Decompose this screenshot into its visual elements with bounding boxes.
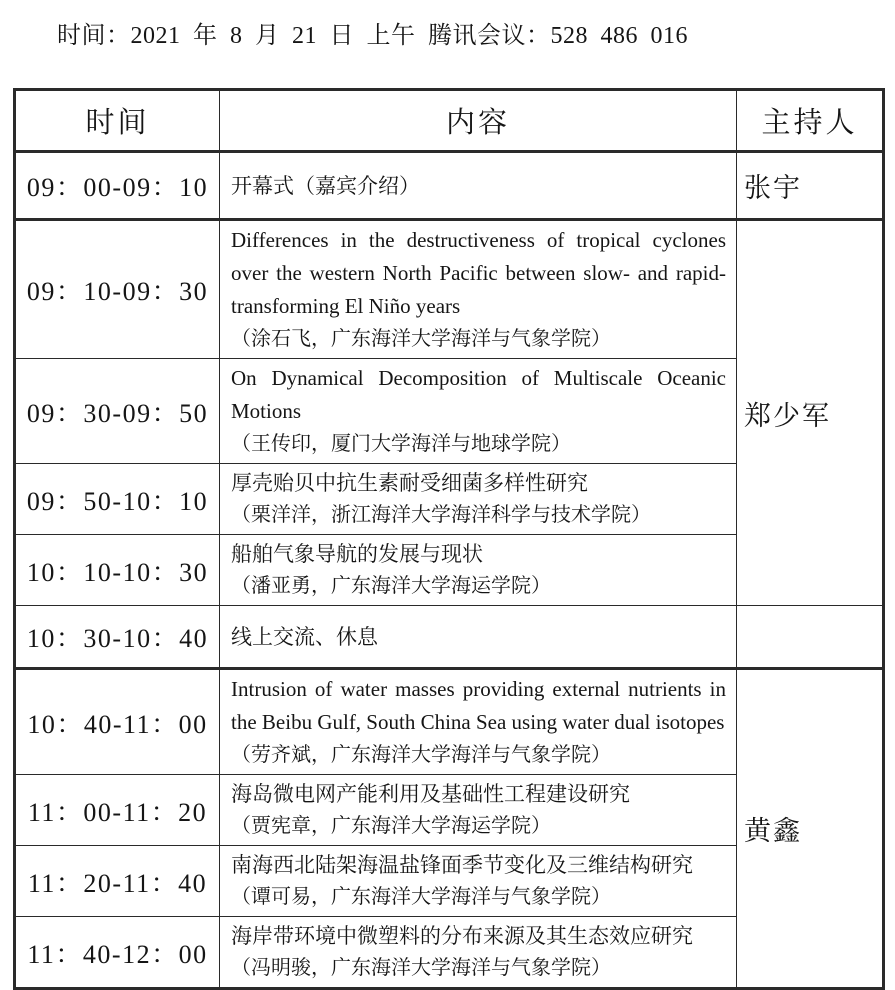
time-cell: 10：40-11：00 (15, 669, 220, 775)
table-row (15, 606, 884, 669)
content-cell (220, 606, 737, 669)
session-title: 海岸带环境中微塑料的分布来源及其生态效应研究 (231, 924, 693, 948)
time-cell: 10：10-10：30 (15, 535, 220, 606)
time-cell: 10：30-10：40 (15, 606, 220, 669)
host-cell: 黄鑫 (737, 669, 884, 989)
content-cell (220, 535, 737, 606)
session-title: Differences in the destructiveness of tropical cyclones over the western North Pacific between slow- and rapid-transforming El Niño years (231, 228, 726, 318)
table-row (15, 669, 884, 775)
host-cell: 张宇 (737, 152, 884, 220)
table-row (15, 220, 884, 359)
column-header-content: 内容 (220, 90, 737, 152)
content-cell (220, 464, 737, 535)
speaker-line: （涂石飞，广东海洋大学海洋与气象学院） (231, 328, 611, 350)
session-title: On Dynamical Decomposition of Multiscale Oceanic Motions (231, 366, 726, 423)
session-title: Intrusion of water masses providing external nutrients in the Beibu Gulf, South China Sea using water dual isotopes (231, 677, 726, 734)
speaker-line: （谭可易，广东海洋大学海洋与气象学院） (231, 886, 611, 908)
speaker-line: （冯明骏，广东海洋大学海洋与气象学院） (231, 957, 611, 979)
host-cell (737, 606, 884, 669)
session-content: 线上交流、休息 (231, 624, 378, 649)
content-cell (220, 359, 737, 464)
schedule-body (15, 152, 884, 989)
content-cell (220, 220, 737, 359)
speaker-line: （劳齐斌，广东海洋大学海洋与气象学院） (231, 744, 611, 766)
column-header-time: 时间 (15, 90, 220, 152)
page-title: 时间：2021 年 8 月 21 日 上午 腾讯会议：528 486 016 (57, 23, 688, 49)
time-cell: 09：50-10：10 (15, 464, 220, 535)
content-cell (220, 917, 737, 989)
host-cell: 郑少军 (737, 220, 884, 606)
content-cell (220, 846, 737, 917)
session-title: 南海西北陆架海温盐锋面季节变化及三维结构研究 (231, 853, 693, 877)
speaker-line: （王传印，厦门大学海洋与地球学院） (231, 433, 571, 455)
speaker-line: （栗洋洋，浙江海洋大学海洋科学与技术学院） (231, 504, 651, 526)
session-title: 船舶气象导航的发展与现状 (231, 542, 483, 566)
time-cell: 09：10-09：30 (15, 220, 220, 359)
time-cell: 09：00-09：10 (15, 152, 220, 220)
column-header-host: 主持人 (737, 90, 884, 152)
speaker-line: （贾宪章，广东海洋大学海运学院） (231, 815, 551, 837)
session-content: 开幕式（嘉宾介绍） (231, 173, 420, 198)
content-cell (220, 775, 737, 846)
content-cell (220, 669, 737, 775)
time-cell: 11：20-11：40 (15, 846, 220, 917)
time-cell: 11：00-11：20 (15, 775, 220, 846)
session-title: 厚壳贻贝中抗生素耐受细菌多样性研究 (231, 471, 588, 495)
header-row (15, 90, 884, 152)
time-cell: 11：40-12：00 (15, 917, 220, 989)
time-cell: 09：30-09：50 (15, 359, 220, 464)
content-cell (220, 152, 737, 220)
schedule-table (13, 88, 885, 990)
session-title: 海岛微电网产能利用及基础性工程建设研究 (231, 782, 630, 806)
table-row (15, 152, 884, 220)
speaker-line: （潘亚勇，广东海洋大学海运学院） (231, 575, 551, 597)
